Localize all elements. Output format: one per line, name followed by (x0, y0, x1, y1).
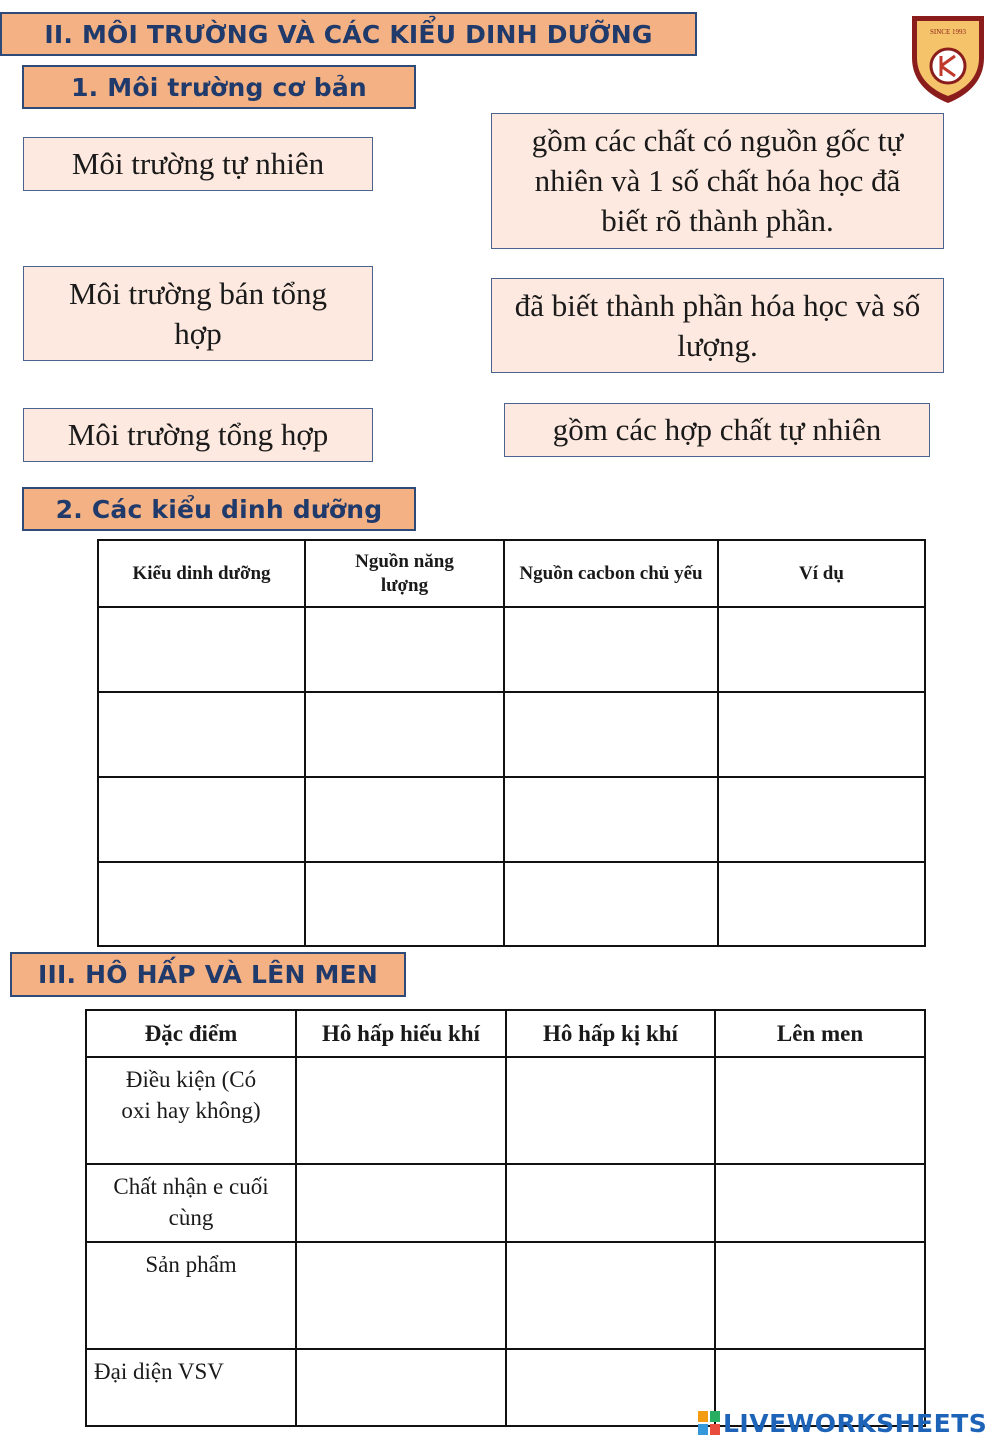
sub-2-header (22, 487, 416, 531)
nutrition-table (97, 539, 926, 947)
description-1-text: gồm các chất có nguồn gốc tự nhiên và 1 số chất hóa học đã biết rõ thành phần. (531, 123, 904, 238)
answer-cell[interactable] (296, 1242, 506, 1349)
respiration-table (85, 1009, 926, 1427)
answer-cell[interactable] (718, 862, 925, 946)
answer-cell[interactable] (504, 777, 718, 862)
answer-cell[interactable] (305, 862, 504, 946)
liveworksheets-text: LIVEWORKSHEETS (723, 1408, 988, 1438)
answer-cell[interactable] (98, 862, 305, 946)
table-row (98, 862, 925, 946)
answer-cell[interactable] (506, 1057, 715, 1164)
answer-cell[interactable] (504, 862, 718, 946)
sub-1-header (22, 65, 416, 109)
table-row (86, 1164, 925, 1242)
liveworksheets-icon (697, 1409, 723, 1437)
answer-cell[interactable] (98, 692, 305, 777)
medium-synthetic-label: Môi trường tổng hợp (67, 417, 329, 452)
answer-cell[interactable] (718, 692, 925, 777)
answer-cell[interactable] (504, 607, 718, 692)
medium-synthetic-box[interactable] (23, 408, 373, 462)
answer-cell[interactable] (715, 1242, 925, 1349)
answer-cell[interactable] (305, 607, 504, 692)
description-box-2[interactable] (491, 278, 944, 373)
section-2-title: II. MÔI TRƯỜNG VÀ CÁC KIỂU DINH DƯỠNG (44, 19, 653, 49)
section-3-title: III. HÔ HẤP VÀ LÊN MEN (38, 960, 378, 989)
section-2-header (0, 12, 697, 56)
header-anaerobic: Hô hấp kị khí (506, 1010, 715, 1057)
answer-cell[interactable] (98, 777, 305, 862)
table-row (86, 1242, 925, 1349)
row-label-product: Sản phẩm (86, 1242, 296, 1349)
header-nutrition-type: Kiểu dinh dưỡng (98, 540, 305, 607)
sub-1-title: 1. Môi trường cơ bản (71, 72, 367, 102)
logo-text: SINCE 1993 (930, 28, 966, 36)
answer-cell[interactable] (718, 607, 925, 692)
description-box-1[interactable] (491, 113, 944, 249)
answer-cell[interactable] (715, 1164, 925, 1242)
answer-cell[interactable] (98, 607, 305, 692)
medium-natural-label: Môi trường tự nhiên (71, 146, 325, 181)
medium-semi-synthetic-box[interactable] (23, 266, 373, 361)
row-label-representative: Đại diện VSV (86, 1349, 296, 1426)
table-row (98, 692, 925, 777)
answer-cell[interactable] (506, 1164, 715, 1242)
answer-cell[interactable] (506, 1242, 715, 1349)
description-2-text: đã biết thành phần hóa học và số lượng. (514, 287, 921, 363)
header-aerobic: Hô hấp hiếu khí (296, 1010, 506, 1057)
header-example: Ví dụ (718, 540, 925, 607)
answer-cell[interactable] (296, 1057, 506, 1164)
header-energy-source: Nguồn năng lượng (305, 540, 504, 607)
section-3-header (10, 952, 406, 997)
description-3-text: gồm các hợp chất tự nhiên (552, 412, 882, 447)
sub-2-title: 2. Các kiểu dinh dưỡng (55, 494, 383, 524)
row-label-condition: Điều kiện (Có oxi hay không) (86, 1057, 296, 1164)
answer-cell[interactable] (305, 777, 504, 862)
school-logo (908, 10, 988, 105)
answer-cell[interactable] (296, 1164, 506, 1242)
header-feature: Đặc điểm (86, 1010, 296, 1057)
answer-cell[interactable] (296, 1349, 506, 1426)
table-row (86, 1057, 925, 1164)
table-row (98, 607, 925, 692)
answer-cell[interactable] (718, 777, 925, 862)
description-box-3[interactable] (504, 403, 930, 457)
medium-natural-box[interactable] (23, 137, 373, 191)
header-fermentation: Lên men (715, 1010, 925, 1057)
answer-cell[interactable] (715, 1057, 925, 1164)
answer-cell[interactable] (506, 1349, 715, 1426)
table-row (98, 777, 925, 862)
medium-semi-synthetic-label: Môi trường bán tổng hợp (69, 275, 327, 351)
answer-cell[interactable] (305, 692, 504, 777)
table-header-row (98, 540, 925, 607)
answer-cell[interactable] (504, 692, 718, 777)
table-header-row (86, 1010, 925, 1057)
header-carbon-source: Nguồn cacbon chủ yếu (504, 540, 718, 607)
row-label-electron-acceptor: Chất nhận e cuối cùng (86, 1164, 296, 1242)
liveworksheets-brand (697, 1407, 987, 1439)
